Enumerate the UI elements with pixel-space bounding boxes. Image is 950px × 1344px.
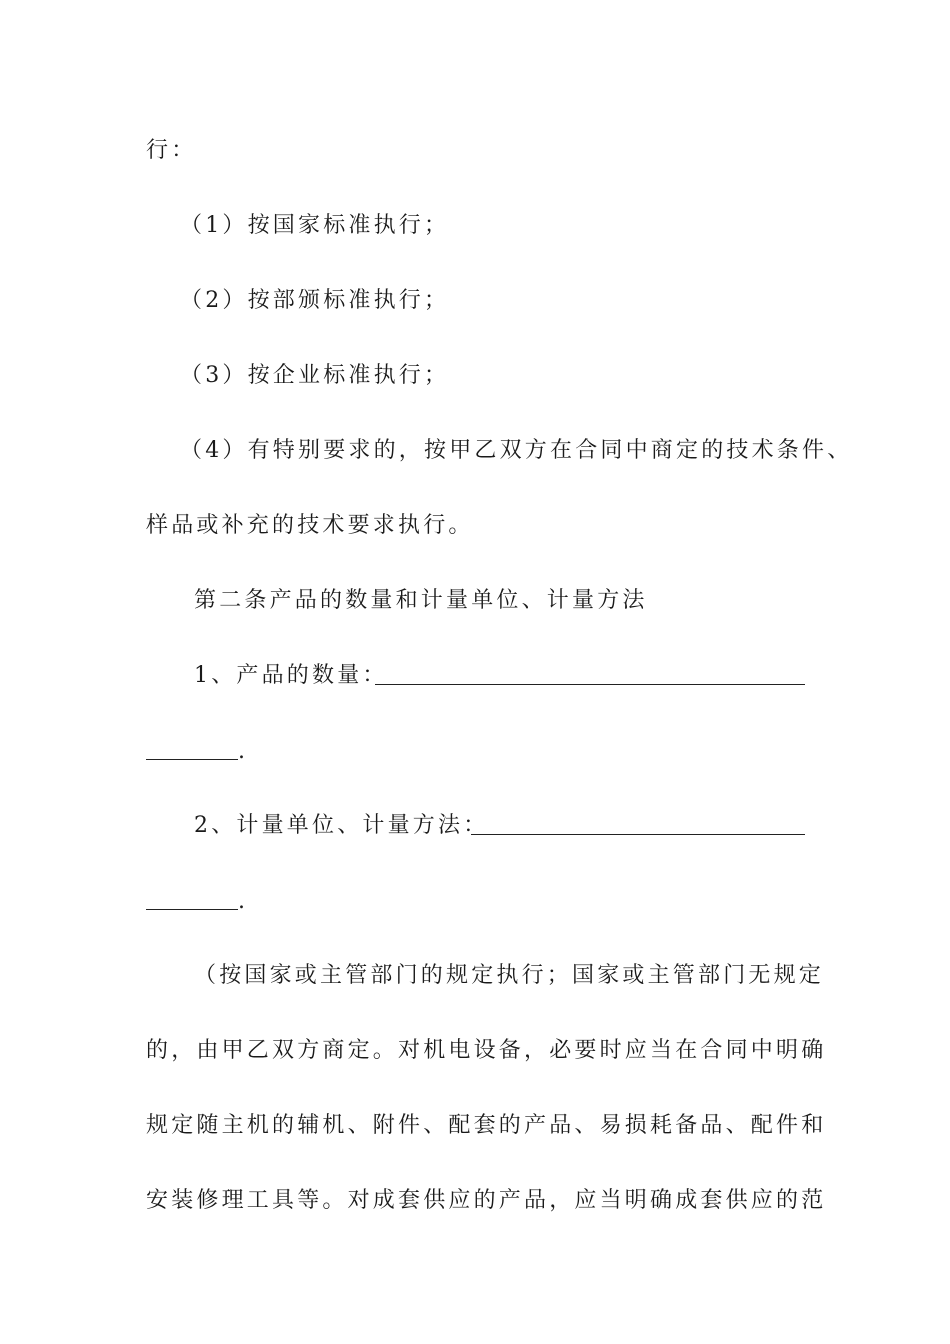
quantity-blank-line-continued: [146, 759, 238, 760]
paragraph-line: （按国家或主管部门的规定执行；国家或主管部门无规定: [194, 963, 825, 988]
period-mark: .: [238, 889, 245, 914]
list-item-special-requirements: （4）有特别要求的，按甲乙双方在合同中商定的技术条件、: [180, 438, 853, 463]
list-item-ministry-standard: （2）按部颁标准执行；: [180, 288, 450, 313]
unit-method-blank-line: [471, 834, 805, 835]
list-item-enterprise-standard: （3）按企业标准执行；: [180, 363, 450, 388]
quantity-blank-line: [375, 684, 805, 685]
paragraph-line: 安装修理工具等。对成套供应的产品，应当明确成套供应的范: [146, 1188, 827, 1213]
field-label-unit-method: 2、计量单位、计量方法：: [194, 813, 489, 838]
unit-method-blank-line-continued: [146, 909, 238, 910]
section-heading: 第二条产品的数量和计量单位、计量方法: [194, 588, 648, 613]
paragraph-line: 规定随主机的辅机、附件、配套的产品、易损耗备品、配件和: [146, 1113, 827, 1138]
period-mark: .: [238, 739, 245, 764]
paragraph-line: 的，由甲乙双方商定。对机电设备，必要时应当在合同中明确: [146, 1038, 827, 1063]
paragraph-line: 样品或补充的技术要求执行。: [146, 513, 474, 538]
field-label-quantity: 1、产品的数量：: [194, 663, 388, 688]
list-item-national-standard: （1）按国家标准执行；: [180, 213, 450, 238]
paragraph-line: 行：: [146, 138, 197, 163]
